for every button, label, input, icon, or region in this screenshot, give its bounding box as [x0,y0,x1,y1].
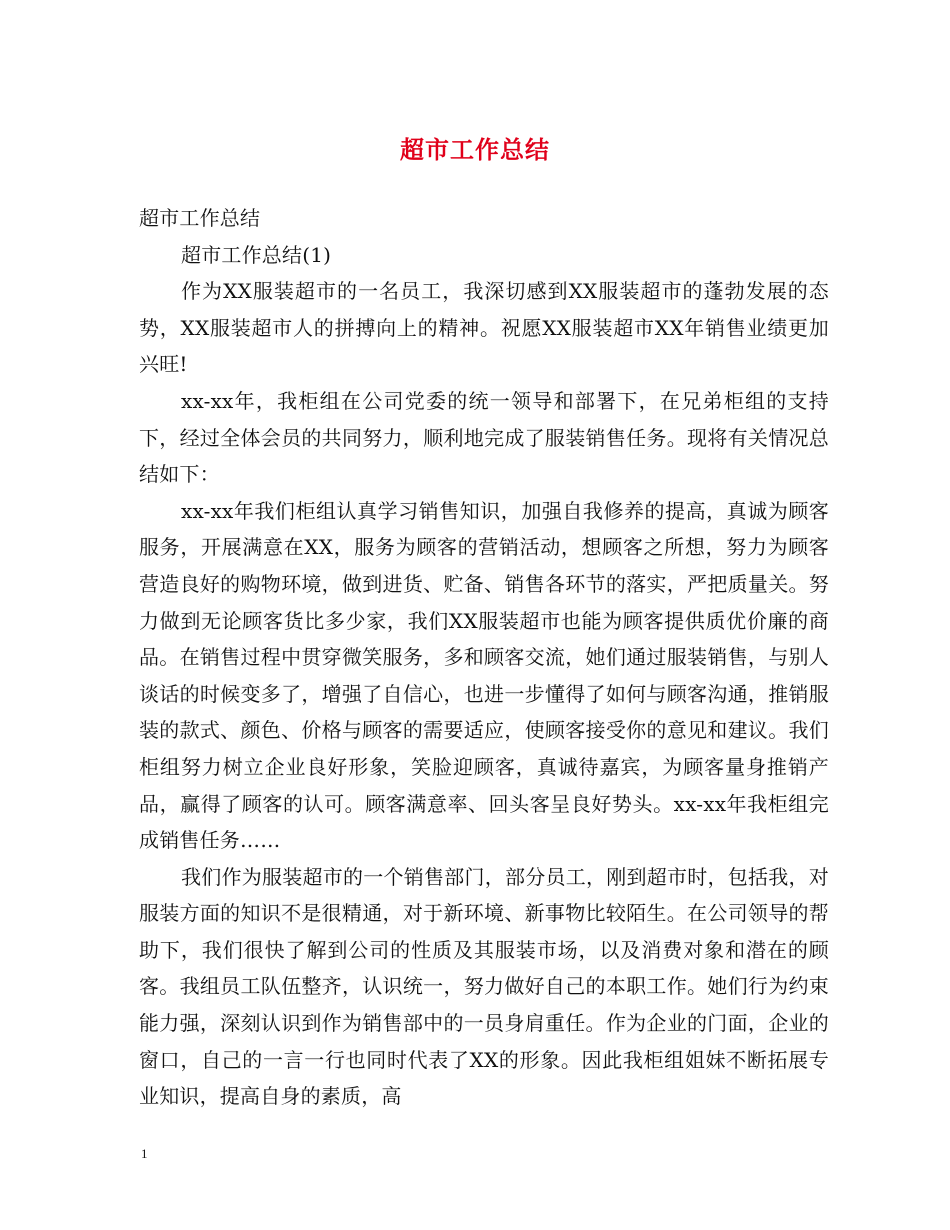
page-number: 1 [141,1146,148,1161]
paragraph-4: 我们作为服装超市的一个销售部门，部分员工，刚到超市时，包括我，对服装方面的知识不是很精通，对于新环境、新事物比较陌生。在公司领导的帮助下，我们很快了解到公司的性质及其服装市场，以及消费对象和潜在的顾客。我组员工队伍整齐，认识统一，努力做好自己的本职工作。她们行为约束能力强，深刻认识到作为销售部中的一员身肩重任。作为企业的门面，企业的窗口，自己的一言一行也同时代表了XX的形象。因此我柜组姐妹不断拓展专业知识，提高自身的素质，高 [139,864,829,1109]
section-heading: 超市工作总结 [139,206,261,230]
document-title: 超市工作总结 [400,135,550,164]
document-body [139,200,829,1115]
section-subheading: 超市工作总结(1) [181,242,332,267]
paragraph-2: xx-xx年，我柜组在公司党委的统一领导和部署下，在兄弟柜组的支持下，经过全体会员的共同努力，顺利地完成了服装销售任务。现将有关情况总结如下： [139,388,829,487]
paragraph-3: xx-xx年我们柜组认真学习销售知识，加强自我修养的提高，真诚为顾客服务，开展满意在XX，服务为顾客的营销活动，想顾客之所想，努力为顾客营造良好的购物环境，做到进货、贮备、销售各环节的落实，严把质量关。努力做到无论顾客货比多少家，我们XX服装超市也能为顾客提供质优价廉的商品。在销售过程中贯穿微笑服务，多和顾客交流，她们通过服装销售，与别人谈话的时候变多了，增强了自信心，也进一步懂得了如何与顾客沟通，推销服装的款式、颜色、价格与顾客的需要适应，使顾客接受你的意见和建议。我们柜组努力树立企业良好形象，笑脸迎顾客，真诚待嘉宾，为顾客量身推销产品，赢得了顾客的认可。顾客满意率、回头客呈良好势头。xx-xx年我柜组完成销售任务…… [139,498,829,853]
paragraph-1: 作为XX服装超市的一名员工，我深切感到XX服装超市的蓬勃发展的态势，XX服装超市人的拼搏向上的精神。祝愿XX服装超市XX年销售业绩更加兴旺! [139,279,829,377]
